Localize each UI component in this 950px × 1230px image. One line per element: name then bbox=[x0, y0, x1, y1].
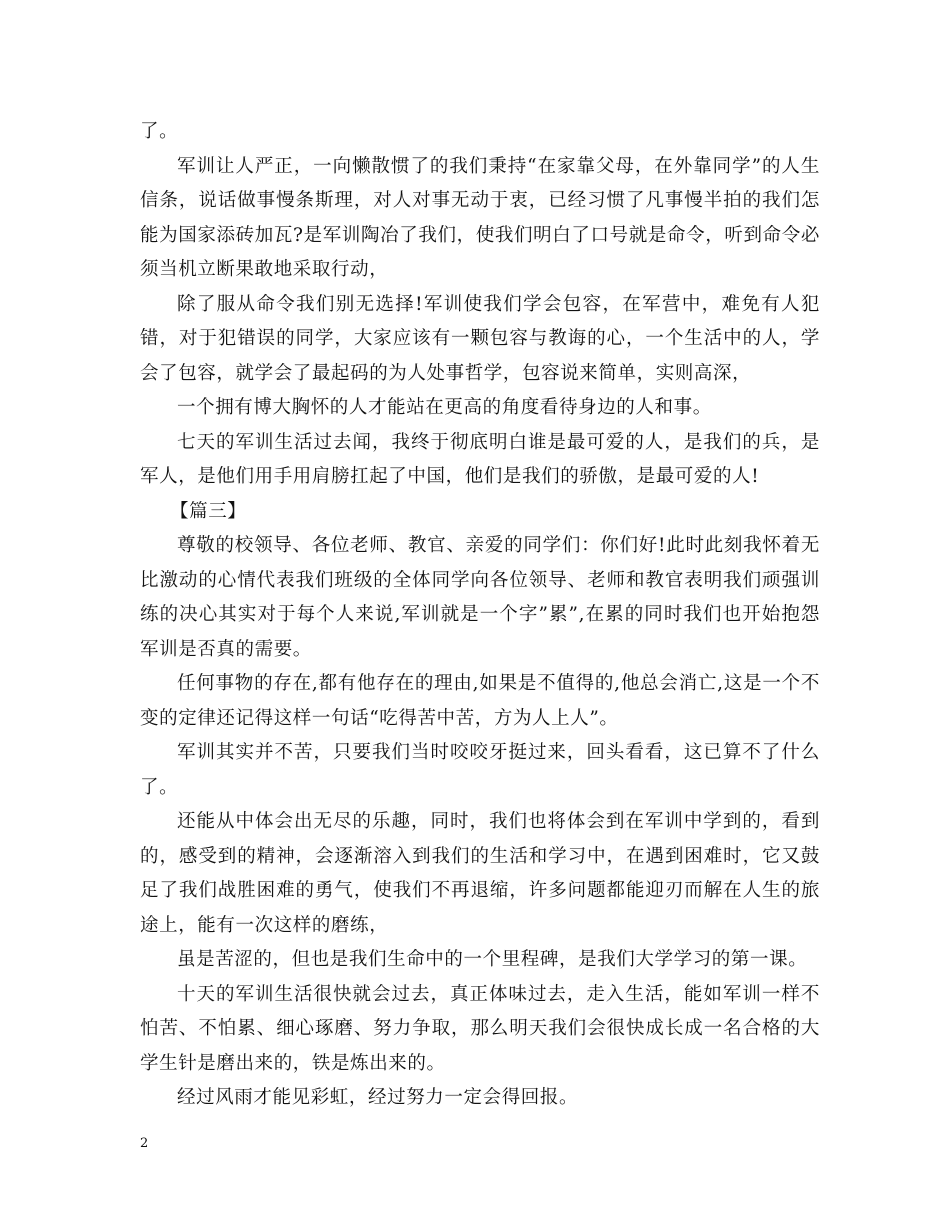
page-number: 2 bbox=[140, 1136, 149, 1151]
paragraph: 一个拥有博大胸怀的人才能站在更高的角度看待身边的人和事。 bbox=[177, 397, 712, 418]
paragraph: 军训其实并不苦，只要我们当时咬咬牙挺过来，回头看看，这已算不了什么了。 bbox=[140, 742, 820, 798]
paragraph: 军训让人严正，一向懒散惯了的我们秉持“在家靠父母，在外靠同学”的人生信条，说话做事慢条斯理，对人对事无动于衷，已经习惯了凡事慢半拍的我们怎能为国家添砖加瓦?是军训陶冶了我们，使我们明白了口号就是命令，听到命令必须当机立断果敢地采取行动， bbox=[140, 155, 820, 280]
paragraph: 除了服从命令我们别无选择!军训使我们学会包容，在军营中，难免有人犯错，对于犯错误的同学，大家应该有一颗包容与教诲的心，一个生活中的人，学会了包容，就学会了最起码的为人处事哲学，包容说来简单，实则高深， bbox=[140, 293, 820, 384]
paragraph: 经过风雨才能见彩虹，经过努力一定会得回报。 bbox=[177, 1087, 579, 1108]
paragraph: 虽是苦涩的，但也是我们生命中的一个里程碑，是我们大学学习的第一课。 bbox=[177, 949, 808, 970]
section-heading: 【篇三】 bbox=[170, 500, 247, 522]
paragraph: 尊敬的校领导、各位老师、教官、亲爱的同学们：你们好!此时此刻我怀着无比激动的心情代表我们班级的全体同学向各位领导、老师和教官表明我们顽强训练的决心其实对于每个人来说,军训就是一个字”累”,在累的同时我们也开始抱怨军训是否真的需要。 bbox=[140, 535, 820, 660]
paragraph: 七天的军训生活过去闻，我终于彻底明白谁是最可爱的人，是我们的兵，是军人，是他们用手用肩膀扛起了中国，他们是我们的骄傲，是最可爱的人! bbox=[140, 431, 820, 487]
document-body bbox=[140, 115, 820, 1116]
paragraph: 任何事物的存在,都有他存在的理由,如果是不值得的,他总会消亡,这是一个不变的定律还记得这样一句话“吃得苦中苦，方为人上人”。 bbox=[140, 673, 820, 729]
paragraph-continuation: 了。 bbox=[140, 121, 179, 142]
paragraph: 十天的军训生活很快就会过去，真正体味过去，走入生活，能如军训一样不怕苦、不怕累、细心琢磨、努力争取，那么明天我们会很快成长成一名合格的大学生针是磨出来的，铁是炼出来的。 bbox=[140, 983, 820, 1074]
paragraph: 还能从中体会出无尽的乐趣，同时，我们也将体会到在军训中学到的，看到的，感受到的精神，会逐渐溶入到我们的生活和学习中，在遇到困难时，它又鼓足了我们战胜困难的勇气，使我们不再退缩，许多问题都能迎刃而解在人生的旅途上，能有一次这样的磨练， bbox=[140, 811, 820, 936]
